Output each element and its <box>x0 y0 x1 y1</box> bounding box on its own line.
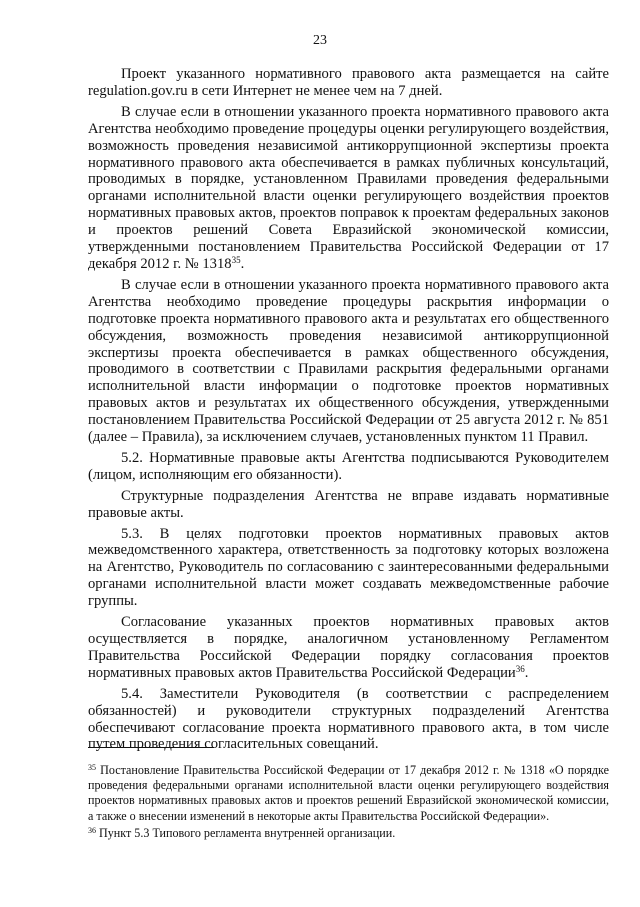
paragraph: 5.2. Нормативные правовые акты Агентства подписываются Руководителем (лицом, исполняющим его обязанности). <box>88 449 609 483</box>
paragraph: 5.3. В целях подготовки проектов нормативных правовых актов межведомственного характера, ответственность за подготовку которых возложена на Агентство, Руководитель по согласованию с заинтересованными федеральными органами исполнительной власти может создавать межведомственные рабочие группы. <box>88 525 609 610</box>
footnote-ref: 35 <box>231 254 241 265</box>
document-body <box>88 66 609 757</box>
footnote-mark: 36 <box>88 825 96 835</box>
footnote: $^{36}$ Пункт 5.3 Типового регламента внутренней организации. <box>88 825 396 840</box>
paragraph: Проект указанного нормативного правового акта размещается на сайте regulation.gov.ru в сети Интернет не менее чем на 7 дней. <box>88 66 609 99</box>
footnotes <box>88 763 609 843</box>
paragraph: 5.4. Заместители Руководителя (в соответствии с распределением обязанностей) и руководители структурных подразделений Агентства обеспечивают согласование проекта нормативного правового акта, в том числе путем проведения согласительных совещаний. <box>88 685 609 753</box>
footnote-ref: 36 <box>515 663 525 674</box>
paragraph: В случае если в отношении указанного проекта нормативного правового акта Агентства необходимо проведение процедуры раскрытия информации о подготовке проекта нормативного правового акта и результатах его общественного обсуждения, возможность проведения независимой антикоррупционной экспертизы проекта обеспечивается в рамках общественного обсуждения, проводимого в соответствии с Правилами раскрытия федеральными органами исполнительной власти информации о подготовке проектов нормативных правовых актов и результатах их общественного обсуждения, утвержденными постановлением Правительства Российской Федерации от 25 августа 2012 г. № 851 (далее – Правила), за исключением случаев, установленных пунктом 11 Правил. <box>88 276 609 446</box>
footnote: $^{35}$ Постановление Правительства Российской Федерации от 17 декабря 2012 г. № 1318 «О порядке проведения федеральными органами исполнительной власти оценки регулирующего воздействия проектов нормативных правовых актов и проектов решений Евразийской экономической комиссии, а также о внесении изменений в некоторые акты Правительства Российской Федерации». <box>88 763 609 823</box>
paragraph: В случае если в отношении указанного проекта нормативного правового акта Агентства необходимо проведение процедуры оценки регулирующего воздействия, возможность проведения независимой антикоррупционной экспертизы проекта нормативного правового акта обеспечивается в рамках публичных консультаций, проводимых в порядке, установленном Правилами проведения федеральными органами исполнительной власти оценки регулирующего воздействия проектов нормативных правовых актов, проектов поправок к проектам федеральных законов и проектов решений Совета Евразийской экономической комиссии, утвержденными постановлением Правительства Российской Федерации от 17 декабря 2012 г. № 1318$^{35}$. <box>88 103 609 272</box>
paragraph: Согласование указанных проектов нормативных правовых актов осуществляется в порядке, аналогичном установленному Регламентом Правительства Российской Федерации порядку согласования проектов нормативных правовых актов Правительства Российской Федерации$^{36}$. <box>88 614 609 681</box>
footnote-separator <box>88 747 214 748</box>
paragraph: Структурные подразделения Агентства не вправе издавать нормативные правовые акты. <box>88 487 609 521</box>
footnote-mark: 35 <box>88 763 96 772</box>
page-number: 23 <box>313 33 327 48</box>
